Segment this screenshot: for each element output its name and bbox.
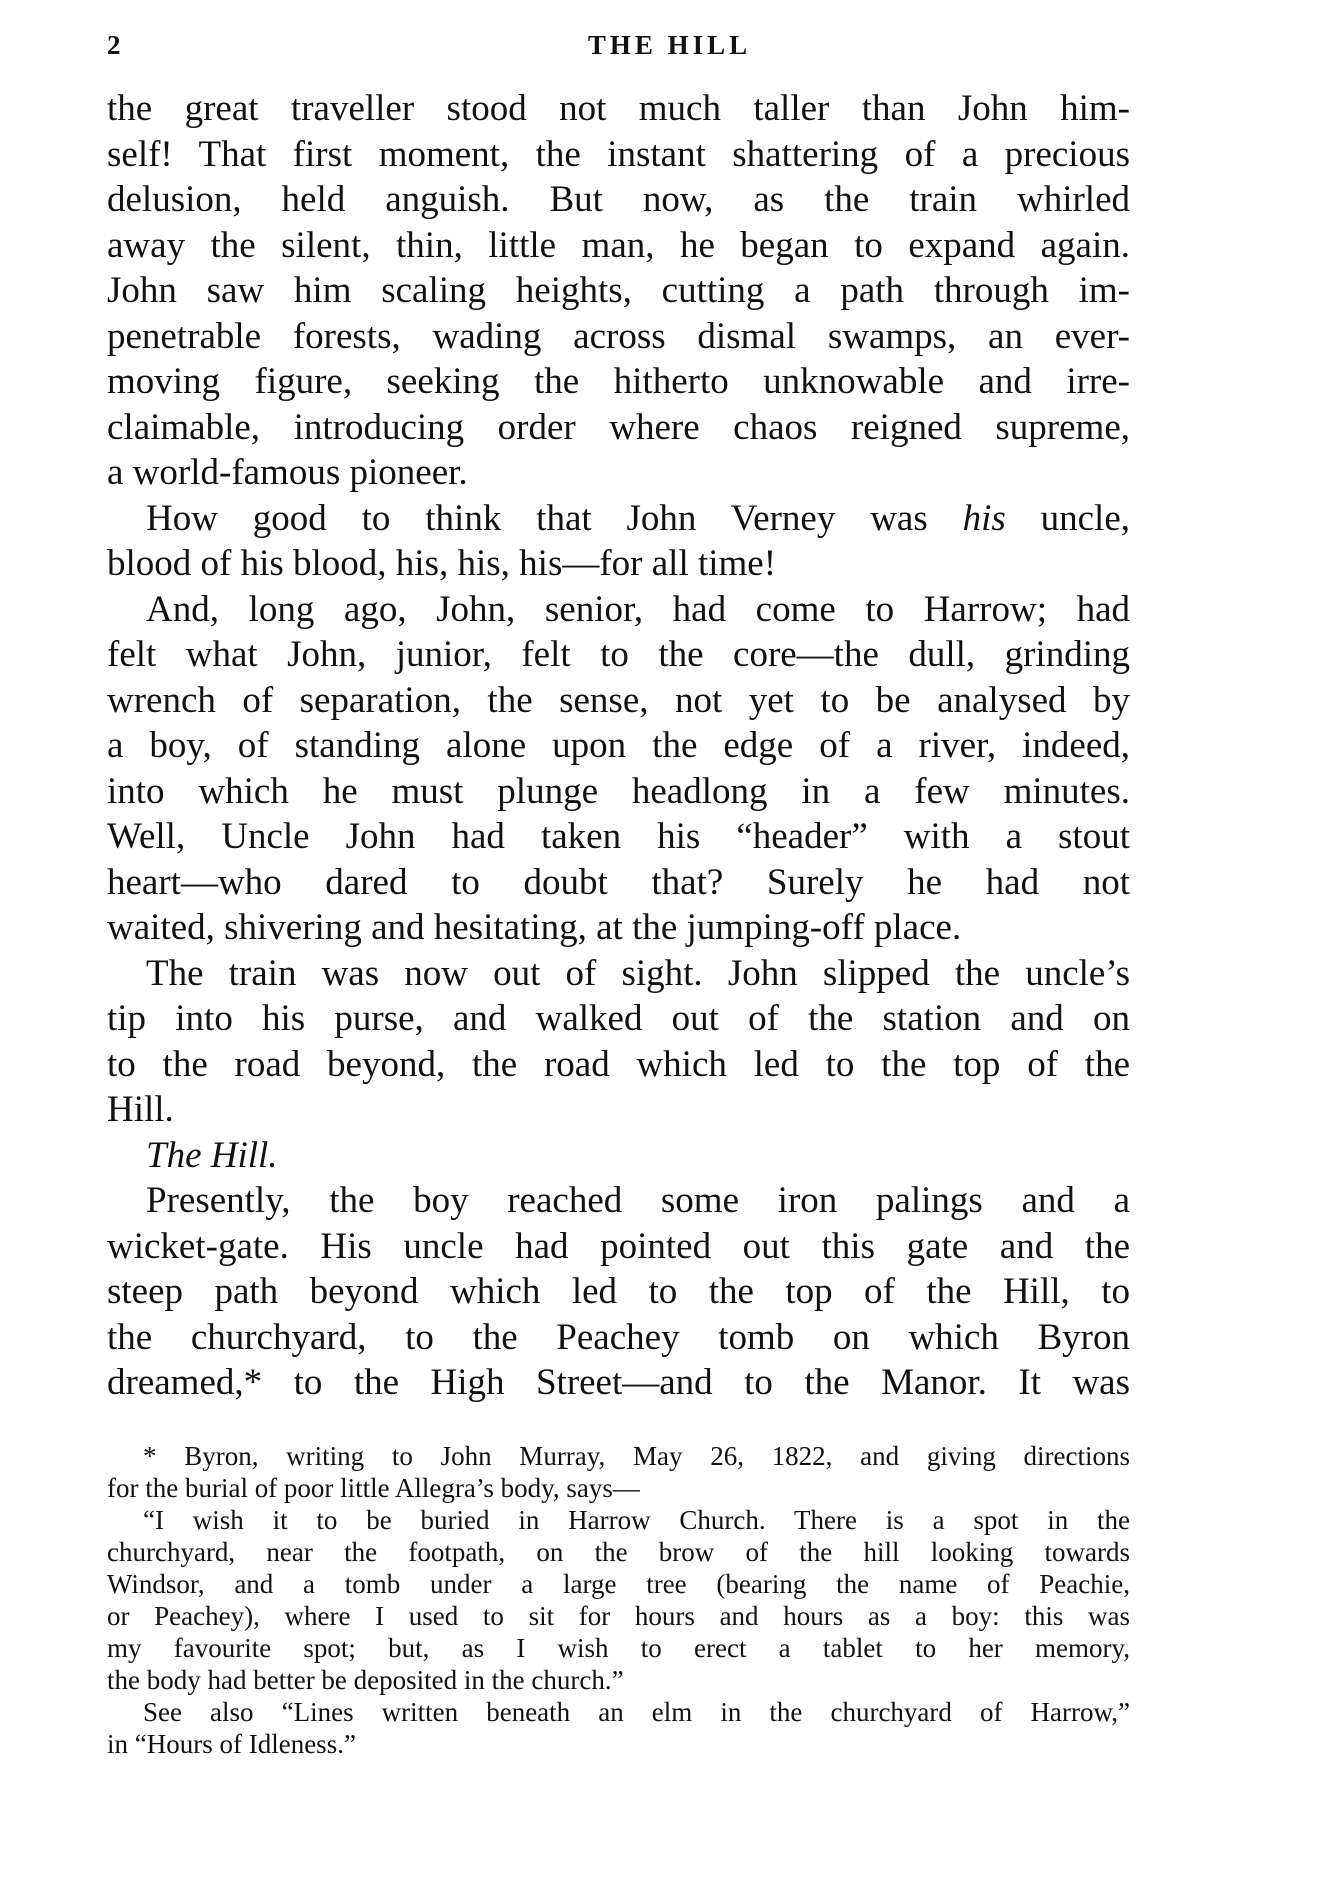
footnote (107, 1440, 1130, 1760)
footnote-line: my favourite spot; but, as I wish to erect a tablet to her memory, (107, 1633, 1130, 1663)
text-line: tip into his purse, and walked out of the station and on (107, 998, 1130, 1039)
text-line: claimable, introducing order where chaos reigned supreme, (107, 406, 1130, 448)
footnote-line: * Byron, writing to John Murray, May 26, 1822, and giving directions (143, 1441, 1130, 1471)
text-line: into which he must plunge headlong in a few minutes. (107, 770, 1130, 812)
text-line: away the silent, thin, little man, he began to expand again. (107, 224, 1130, 266)
text-segment: How good to think that John Verney was (146, 497, 963, 539)
text-line: John saw him scaling heights, cutting a path through im- (107, 270, 1130, 311)
text-line: And, long ago, John, senior, had come to Harrow; had (146, 588, 1130, 630)
text-line: waited, shivering and hesitating, at the jumping-off place. (107, 907, 962, 948)
text-line: dreamed,* to the High Street—and to the Manor. It was (107, 1362, 1130, 1403)
text-line: wrench of separation, the sense, not yet to be analysed by (107, 679, 1130, 721)
text-line: the great traveller stood not much taller than John him- (107, 88, 1130, 129)
footnote-line: See also “Lines written beneath an elm in the churchyard of Harrow,” (143, 1697, 1130, 1727)
text-line: Presently, the boy reached some iron palings and a (146, 1180, 1130, 1221)
text-line: blood of his blood, his, his, his—for all time! (107, 543, 777, 584)
text-line: steep path beyond which led to the top of the Hill, to (107, 1271, 1130, 1312)
text-line: wicket-gate. His uncle had pointed out this gate and the (107, 1225, 1130, 1267)
text-line: felt what John, junior, felt to the core—the dull, grinding (107, 634, 1130, 675)
footnote-line: the body had better be deposited in the church.” (107, 1665, 624, 1695)
text-line: self! That first moment, the instant shattering of a precious (107, 133, 1130, 175)
text-line: The train was now out of sight. John slipped the uncle’s (146, 952, 1130, 994)
text-line: a world-famous pioneer. (107, 452, 468, 493)
italic-word: his (962, 497, 1006, 539)
text-line (107, 496, 1130, 542)
footnote-line: or Peachey), where I used to sit for hours and hours as a boy: this was (107, 1601, 1130, 1631)
running-head: THE HILL (587, 30, 752, 60)
subheading-text: The Hill. (146, 1134, 278, 1176)
subheading (107, 1133, 1130, 1179)
footnote-line: Windsor, and a tomb under a large tree (bearing the name of Peachie, (107, 1569, 1130, 1599)
footnote-line: “I wish it to be buried in Harrow Church. There is a spot in the (143, 1505, 1130, 1535)
footnote-line: churchyard, near the footpath, on the brow of the hill looking towards (107, 1537, 1130, 1567)
text-line: to the road beyond, the road which led to the top of the (107, 1043, 1130, 1085)
text-line: heart—who dared to doubt that? Surely he had not (107, 861, 1130, 903)
page-number: 2 (107, 30, 124, 60)
footnote-line: for the burial of poor little Allegra’s body, says— (107, 1473, 640, 1503)
text-line: delusion, held anguish. But now, as the train whirled (107, 179, 1130, 220)
body-text (107, 86, 1130, 1406)
text-segment: uncle, (1005, 497, 1131, 539)
text-line: the churchyard, to the Peachey tomb on which Byron (107, 1316, 1130, 1358)
text-line: Hill. (107, 1089, 174, 1130)
text-line: a boy, of standing alone upon the edge of a river, indeed, (107, 725, 1130, 766)
footnote-line: in “Hours of Idleness.” (107, 1729, 356, 1759)
text-line: moving figure, seeking the hitherto unknowable and irre- (107, 361, 1130, 402)
text-line: penetrable forests, wading across dismal swamps, an ever- (107, 315, 1130, 357)
text-line: Well, Uncle John had taken his “header” with a stout (107, 816, 1130, 857)
